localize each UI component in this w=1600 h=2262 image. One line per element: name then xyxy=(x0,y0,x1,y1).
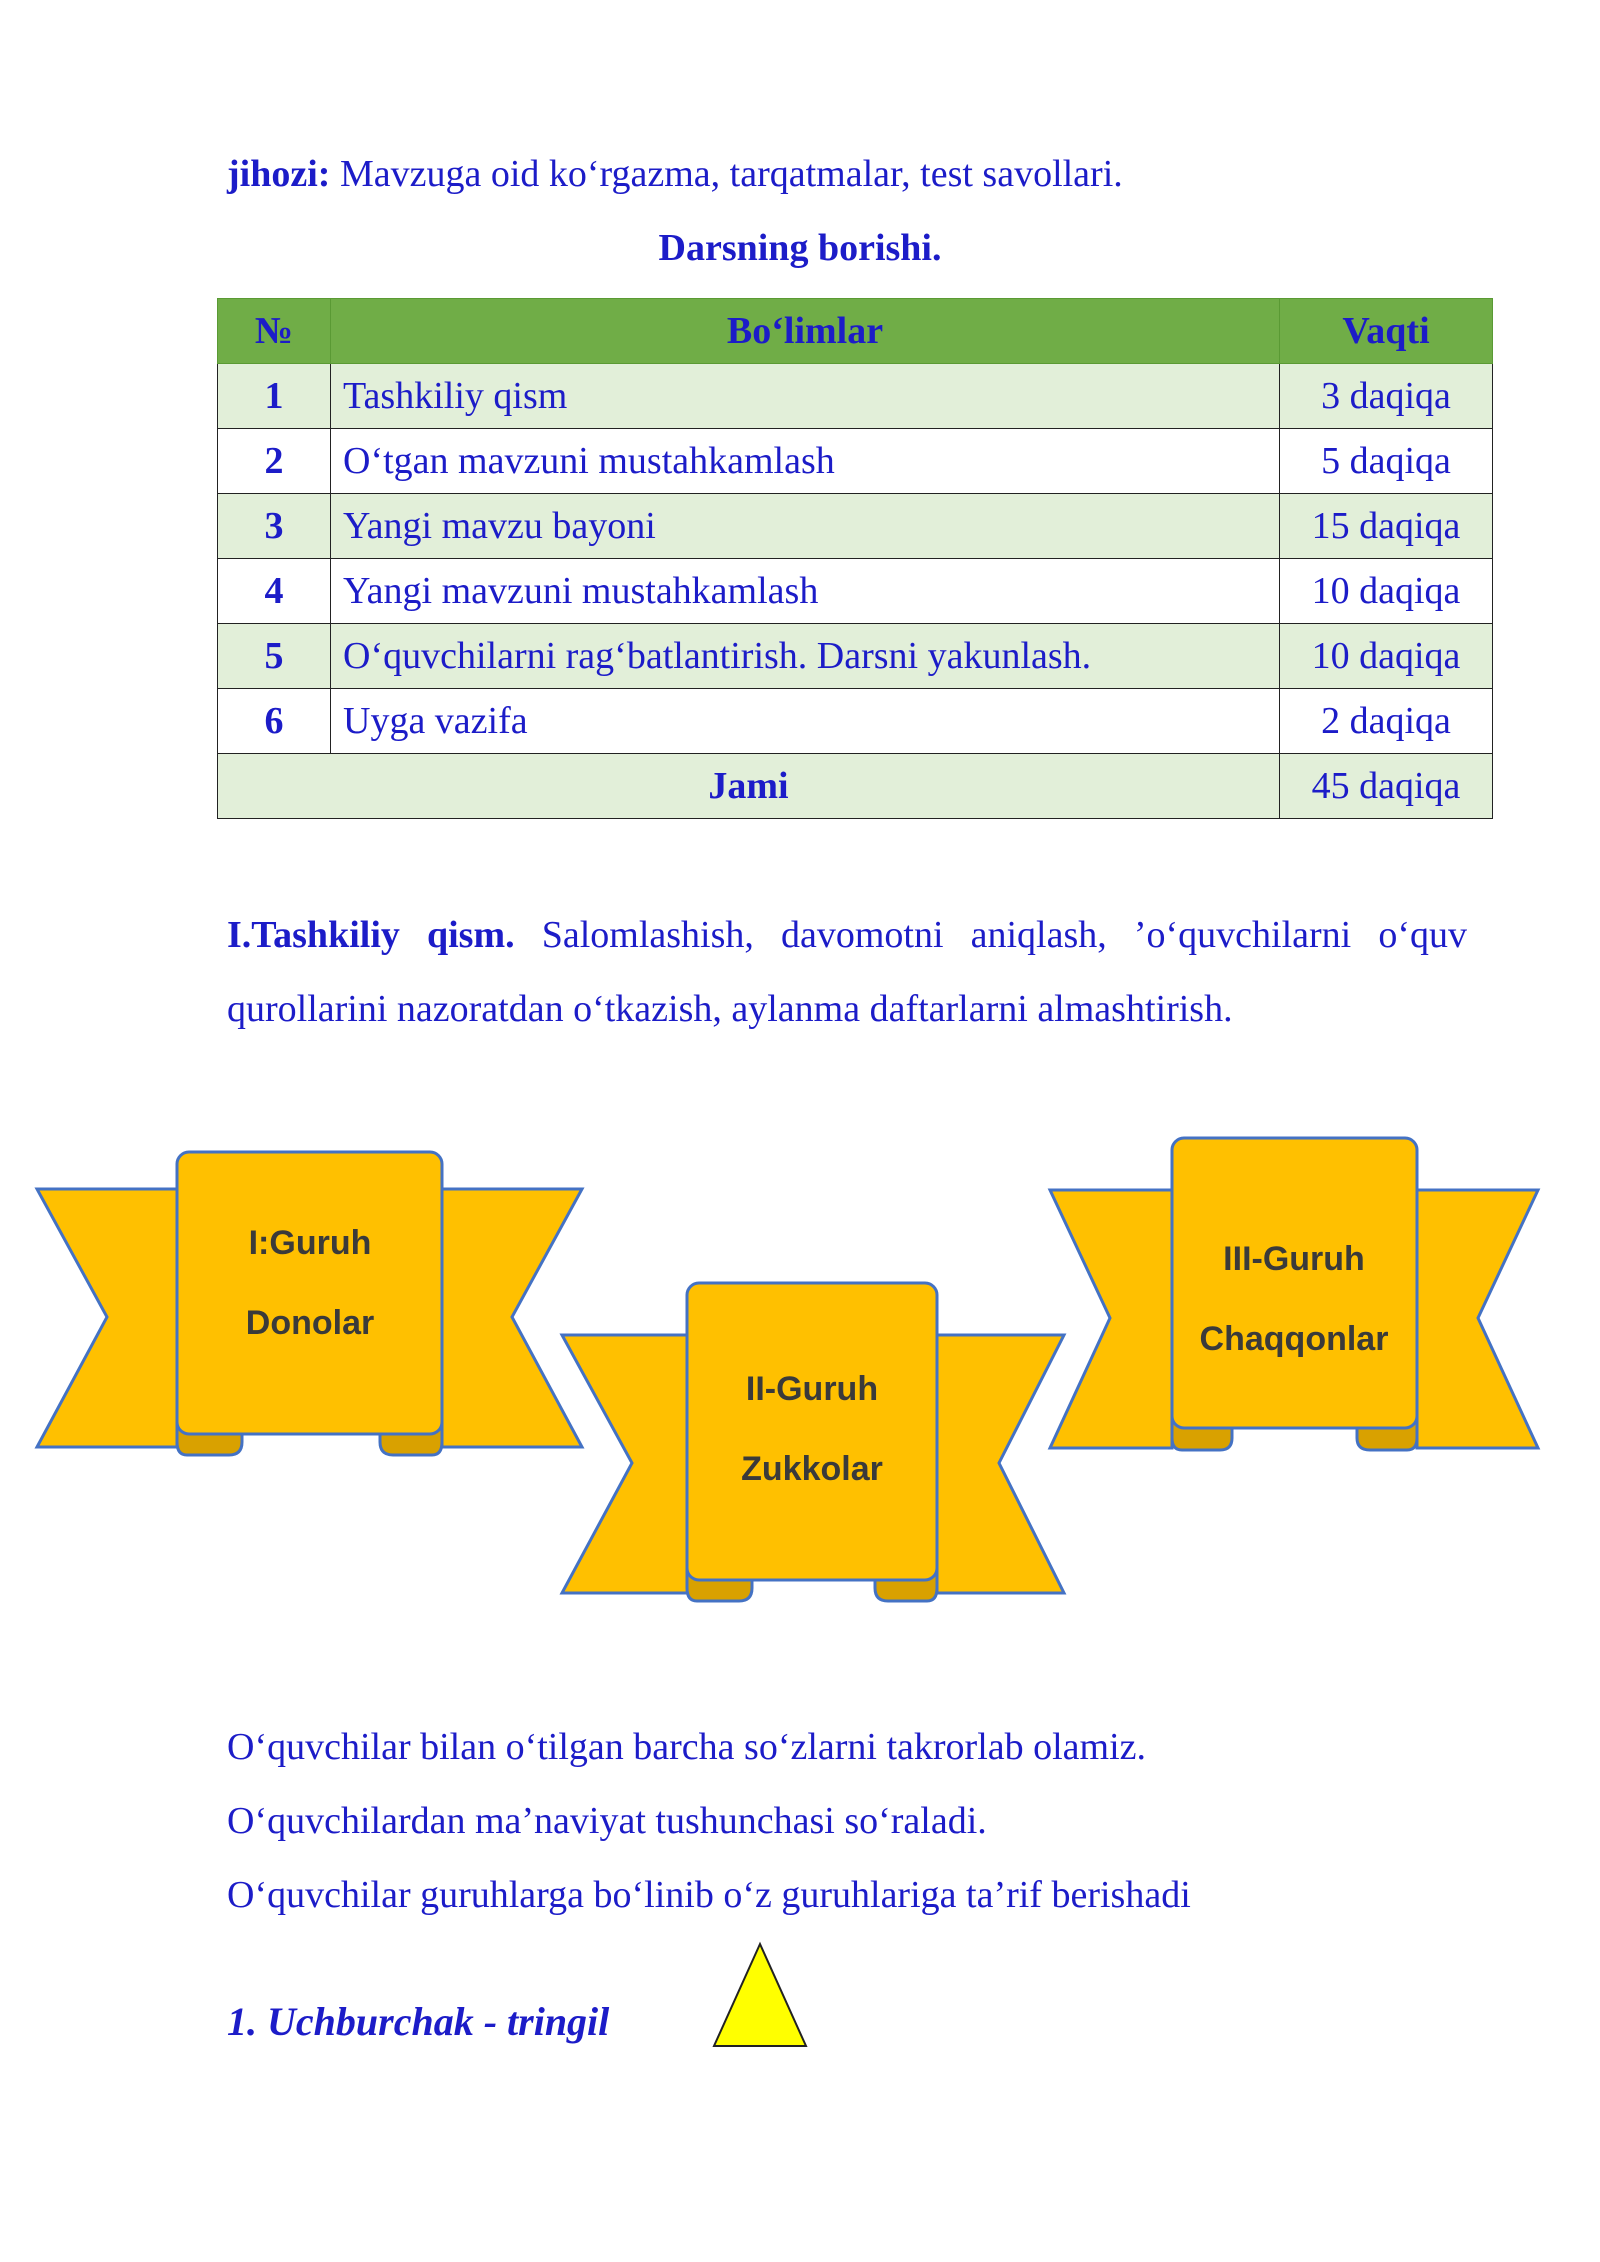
group-2-title: II-Guruh xyxy=(745,1370,879,1408)
group-banner-3 xyxy=(1050,1138,1538,1450)
row-time: 10 daqiqa xyxy=(1280,624,1493,689)
group-2-name: Zukkolar xyxy=(741,1450,883,1488)
row-section: Tashkiliy qism xyxy=(331,364,1280,429)
triangle-item-label: 1. Uchburchak - tringil xyxy=(227,1999,610,2044)
header-section: Bo‘limlar xyxy=(331,299,1280,364)
group-banner-1 xyxy=(37,1152,582,1455)
lesson-plan-table xyxy=(217,298,1493,819)
row-num: 3 xyxy=(218,494,331,559)
statement-line: O‘quvchilardan ma’naviyat tushunchasi so‘raladi. xyxy=(227,1800,987,1842)
group-banners xyxy=(0,1120,1600,1680)
row-section: Uyga vazifa xyxy=(331,689,1280,754)
organizational-title: I.Tashkiliy qism. xyxy=(227,914,515,956)
statements xyxy=(227,1710,1191,1932)
organizational-text: Salomlashish, davomotni aniqlash, ’o‘quvchilarni o‘quv qurollarini nazoratdan o‘tkazish, aylanma daftarlarni almashtirish. xyxy=(227,914,1467,1030)
row-time: 2 daqiqa xyxy=(1280,689,1493,754)
table-total-row xyxy=(218,754,1493,819)
row-num: 5 xyxy=(218,624,331,689)
group-3-name: Chaqqonlar xyxy=(1199,1320,1389,1358)
row-section: Yangi mavzu bayoni xyxy=(331,494,1280,559)
triangle-icon xyxy=(710,1940,810,2050)
group-1-title: I:Guruh xyxy=(248,1224,372,1262)
row-section: O‘tgan mavzuni mustahkamlash xyxy=(331,429,1280,494)
table-header-row xyxy=(218,299,1493,364)
row-time: 5 daqiqa xyxy=(1280,429,1493,494)
table-row xyxy=(218,364,1493,429)
statement-line: O‘quvchilar guruhlarga bo‘linib o‘z guruhlariga ta’rif berishadi xyxy=(227,1874,1191,1916)
equipment-text: Mavzuga oid ko‘rgazma, tarqatmalar, test savollari. xyxy=(330,153,1123,195)
lesson-heading: Darsning borishi. xyxy=(658,227,942,269)
table-row xyxy=(218,429,1493,494)
row-num: 2 xyxy=(218,429,331,494)
group-3-title: III-Guruh xyxy=(1223,1240,1365,1278)
row-num: 4 xyxy=(218,559,331,624)
row-num: 1 xyxy=(218,364,331,429)
group-1-name: Donolar xyxy=(245,1304,375,1342)
header-num: № xyxy=(218,299,331,364)
table-row xyxy=(218,559,1493,624)
header-time: Vaqti xyxy=(1280,299,1493,364)
organizational-paragraph xyxy=(227,898,1467,1046)
row-time: 15 daqiqa xyxy=(1280,494,1493,559)
table-row xyxy=(218,689,1493,754)
total-label: Jami xyxy=(218,754,1280,819)
equipment-line xyxy=(227,152,1123,196)
row-time: 10 daqiqa xyxy=(1280,559,1493,624)
total-time: 45 daqiqa xyxy=(1280,754,1493,819)
row-section: Yangi mavzuni mustahkamlash xyxy=(331,559,1280,624)
group-banner-2 xyxy=(562,1283,1064,1601)
table-row xyxy=(218,494,1493,559)
row-section: O‘quvchilarni rag‘batlantirish. Darsni yakunlash. xyxy=(331,624,1280,689)
equipment-label: jihozi: xyxy=(227,153,331,195)
statement-line: O‘quvchilar bilan o‘tilgan barcha so‘zlarni takrorlab olamiz. xyxy=(227,1726,1147,1768)
table-row xyxy=(218,624,1493,689)
row-time: 3 daqiqa xyxy=(1280,364,1493,429)
row-num: 6 xyxy=(218,689,331,754)
